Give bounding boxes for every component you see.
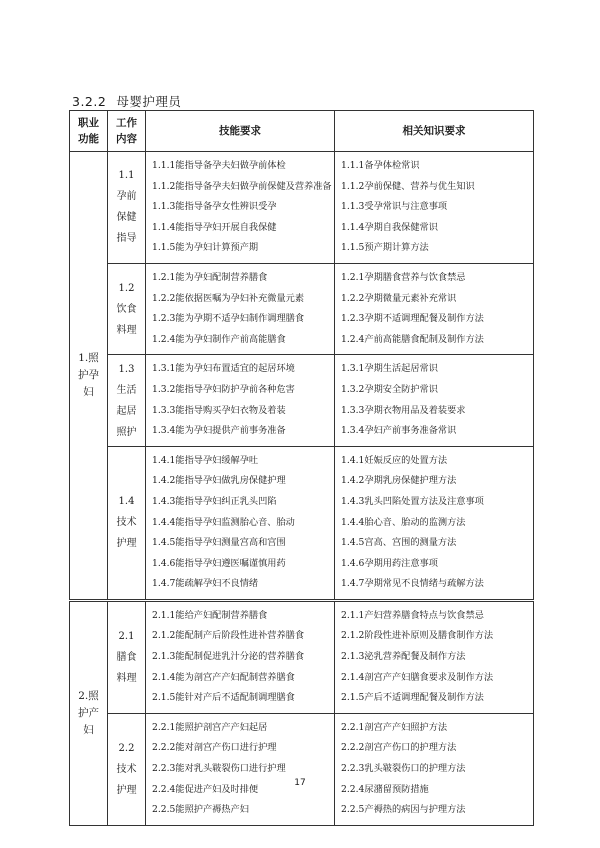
knowledge-item: 1.2.1孕期膳食营养与饮食禁忌 <box>341 271 466 283</box>
skill-item: 1.1.3能指导备孕女性辨识受孕 <box>152 201 277 213</box>
knowledge-item: 2.2.4尿潴留预防措施 <box>341 783 429 795</box>
table-row <box>70 263 534 354</box>
work-content-cell: 1.1 孕前保健指导 <box>108 152 146 264</box>
skills-cell <box>146 355 335 446</box>
table-header-row <box>70 111 534 152</box>
knowledge-item: 1.4.2孕期乳房保健护理方法 <box>341 475 457 487</box>
skill-item: 1.4.3能指导孕妇纠正乳头凹陷 <box>152 495 277 507</box>
knowledge-item: 2.1.2阶段性进补原则及膳食制作方法 <box>341 630 494 642</box>
section-title <box>72 92 181 110</box>
requirements-table <box>69 110 534 826</box>
skill-item: 1.1.4能指导孕妇开展自我保健 <box>152 221 277 233</box>
knowledge-item: 1.2.3孕期不适调理配餐及制作方法 <box>341 313 484 325</box>
work-content-cell: 1.2 饮食料理 <box>108 263 146 354</box>
knowledge-item: 2.1.3泌乳营养配餐及制作方法 <box>341 651 466 663</box>
skill-item: 1.4.4能指导孕妇监测胎心音、胎动 <box>152 516 295 528</box>
work-content-cell: 2.1 膳食料理 <box>108 600 146 713</box>
table-row <box>70 446 534 600</box>
knowledge-item: 1.4.6孕期用药注意事项 <box>341 557 438 569</box>
table-row <box>70 713 534 825</box>
header-function: 职业功能 <box>70 111 108 152</box>
knowledge-item: 1.2.2孕期微量元素补充常识 <box>341 292 457 304</box>
knowledge-item: 1.3.2孕期安全防护常识 <box>341 383 438 395</box>
skill-item: 1.1.1能指导备孕夫妇做孕前体检 <box>152 160 286 171</box>
knowledge-cell <box>335 713 534 825</box>
knowledge-item: 1.4.5宫高、宫围的测量方法 <box>341 537 457 549</box>
skill-item: 1.2.1能为孕妇配制营养膳食 <box>152 271 268 283</box>
table-row <box>70 152 534 264</box>
skill-item: 1.4.7能疏解孕妇不良情绪 <box>152 578 259 590</box>
skills-cell <box>146 600 335 713</box>
knowledge-cell <box>335 355 534 446</box>
skill-item: 1.3.2能指导孕妇防护孕前各种危害 <box>152 383 295 395</box>
skills-cell <box>146 446 335 600</box>
section-heading: 母婴护理员 <box>116 94 182 109</box>
knowledge-item: 1.4.3乳头凹陷处置方法及注意事项 <box>341 495 484 507</box>
skill-item: 2.2.2能对剖宫产伤口进行护理 <box>152 742 277 754</box>
skill-item: 2.1.3能配制促进乳汁分泌的营养膳食 <box>152 651 305 663</box>
knowledge-item: 1.4.4胎心音、胎动的监测方法 <box>341 516 466 528</box>
knowledge-item: 1.1.5预产期计算方法 <box>341 242 429 254</box>
table-row <box>70 600 534 713</box>
knowledge-item: 1.4.1妊娠反应的处置方法 <box>341 454 448 466</box>
knowledge-item: 1.1.3受孕常识与注意事项 <box>341 201 448 213</box>
skill-item: 1.3.4能为孕妇提供产前事务准备 <box>152 425 286 437</box>
skill-item: 2.1.2能配制产后阶段性进补营养膳食 <box>152 630 305 642</box>
knowledge-item: 1.4.7孕期常见不良情绪与疏解方法 <box>341 578 484 590</box>
skill-item: 1.4.1能指导孕妇缓解孕吐 <box>152 454 259 466</box>
skill-item: 2.2.5能照护产褥热产妇 <box>152 804 249 816</box>
skill-item: 2.1.1能给产妇配制营养膳食 <box>152 609 268 621</box>
skill-item: 1.2.2能依据医嘱为孕妇补充微量元素 <box>152 292 305 304</box>
section-number: 3.2.2 <box>72 94 107 109</box>
skill-item: 2.1.5能针对产后不适配制调理膳食 <box>152 692 295 704</box>
knowledge-item: 2.2.1剖宫产产妇照护方法 <box>341 721 448 733</box>
skill-item: 2.1.4能为剖宫产产妇配制营养膳食 <box>152 671 295 683</box>
knowledge-item: 1.1.4孕期自我保健常识 <box>341 221 438 233</box>
knowledge-cell <box>335 446 534 600</box>
skill-item: 1.1.5能为孕妇计算预产期 <box>152 242 259 254</box>
page-number: 17 <box>294 778 306 788</box>
skill-item: 1.1.2能指导备孕夫妇做孕前保健及营养准备 <box>152 180 332 192</box>
knowledge-item: 2.1.5产后不适调理配餐及制作方法 <box>341 692 484 704</box>
skill-item: 1.3.1能为孕妇布置适宜的起居环境 <box>152 363 295 375</box>
knowledge-item: 2.1.4剖宫产产妇膳食要求及制作方法 <box>341 671 494 683</box>
function-cell: 2.照护产妇 <box>70 600 108 825</box>
knowledge-item: 1.1.2孕前保健、营养与优生知识 <box>341 180 475 192</box>
skills-cell <box>146 713 335 825</box>
skill-item: 2.2.1能照护剖宫产产妇起居 <box>152 721 268 733</box>
skill-item: 2.2.4能促进产妇及时排便 <box>152 783 259 795</box>
skill-item: 1.4.2能指导孕妇做乳房保健护理 <box>152 475 286 487</box>
knowledge-cell <box>335 152 534 264</box>
function-cell: 1.照护孕妇 <box>70 152 108 601</box>
work-content-cell: 1.3 生活起居照护 <box>108 355 146 446</box>
skill-item: 1.2.4能为孕妇制作产前高能膳食 <box>152 333 286 345</box>
knowledge-item: 2.2.3乳头皲裂伤口的护理方法 <box>341 763 466 775</box>
skill-item: 1.2.3能为孕期不适孕妇制作调理膳食 <box>152 313 305 325</box>
skill-item: 1.4.5能指导孕妇测量宫高和宫围 <box>152 537 286 549</box>
work-content-cell: 1.4 技术护理 <box>108 446 146 600</box>
knowledge-cell <box>335 600 534 713</box>
knowledge-item: 2.1.1产妇营养膳食特点与饮食禁忌 <box>341 609 484 621</box>
table-row <box>70 355 534 446</box>
skills-cell <box>146 263 335 354</box>
knowledge-item: 1.2.4产前高能膳食配制及制作方法 <box>341 333 484 345</box>
knowledge-item: 1.3.4孕妇产前事务准备常识 <box>341 425 457 437</box>
knowledge-item: 2.2.2剖宫产伤口的护理方法 <box>341 742 457 754</box>
knowledge-item: 1.3.1孕期生活起居常识 <box>341 363 438 375</box>
skill-item: 1.4.6能指导孕妇遵医嘱谨慎用药 <box>152 557 286 569</box>
knowledge-item: 1.3.3孕期衣物用品及着装要求 <box>341 404 466 416</box>
knowledge-cell <box>335 263 534 354</box>
header-knowledge: 相关知识要求 <box>335 111 534 152</box>
header-skills: 技能要求 <box>146 111 335 152</box>
skill-item: 1.3.3能指导购买孕妇衣物及着装 <box>152 404 286 416</box>
skill-item: 2.2.3能对乳头皲裂伤口进行护理 <box>152 763 286 775</box>
skills-cell <box>146 152 335 264</box>
knowledge-item: 2.2.5产褥热的病因与护理方法 <box>341 804 466 816</box>
work-content-cell: 2.2 技术护理 <box>108 713 146 825</box>
header-work: 工作内容 <box>108 111 146 152</box>
knowledge-item: 1.1.1备孕体检常识 <box>341 160 420 171</box>
